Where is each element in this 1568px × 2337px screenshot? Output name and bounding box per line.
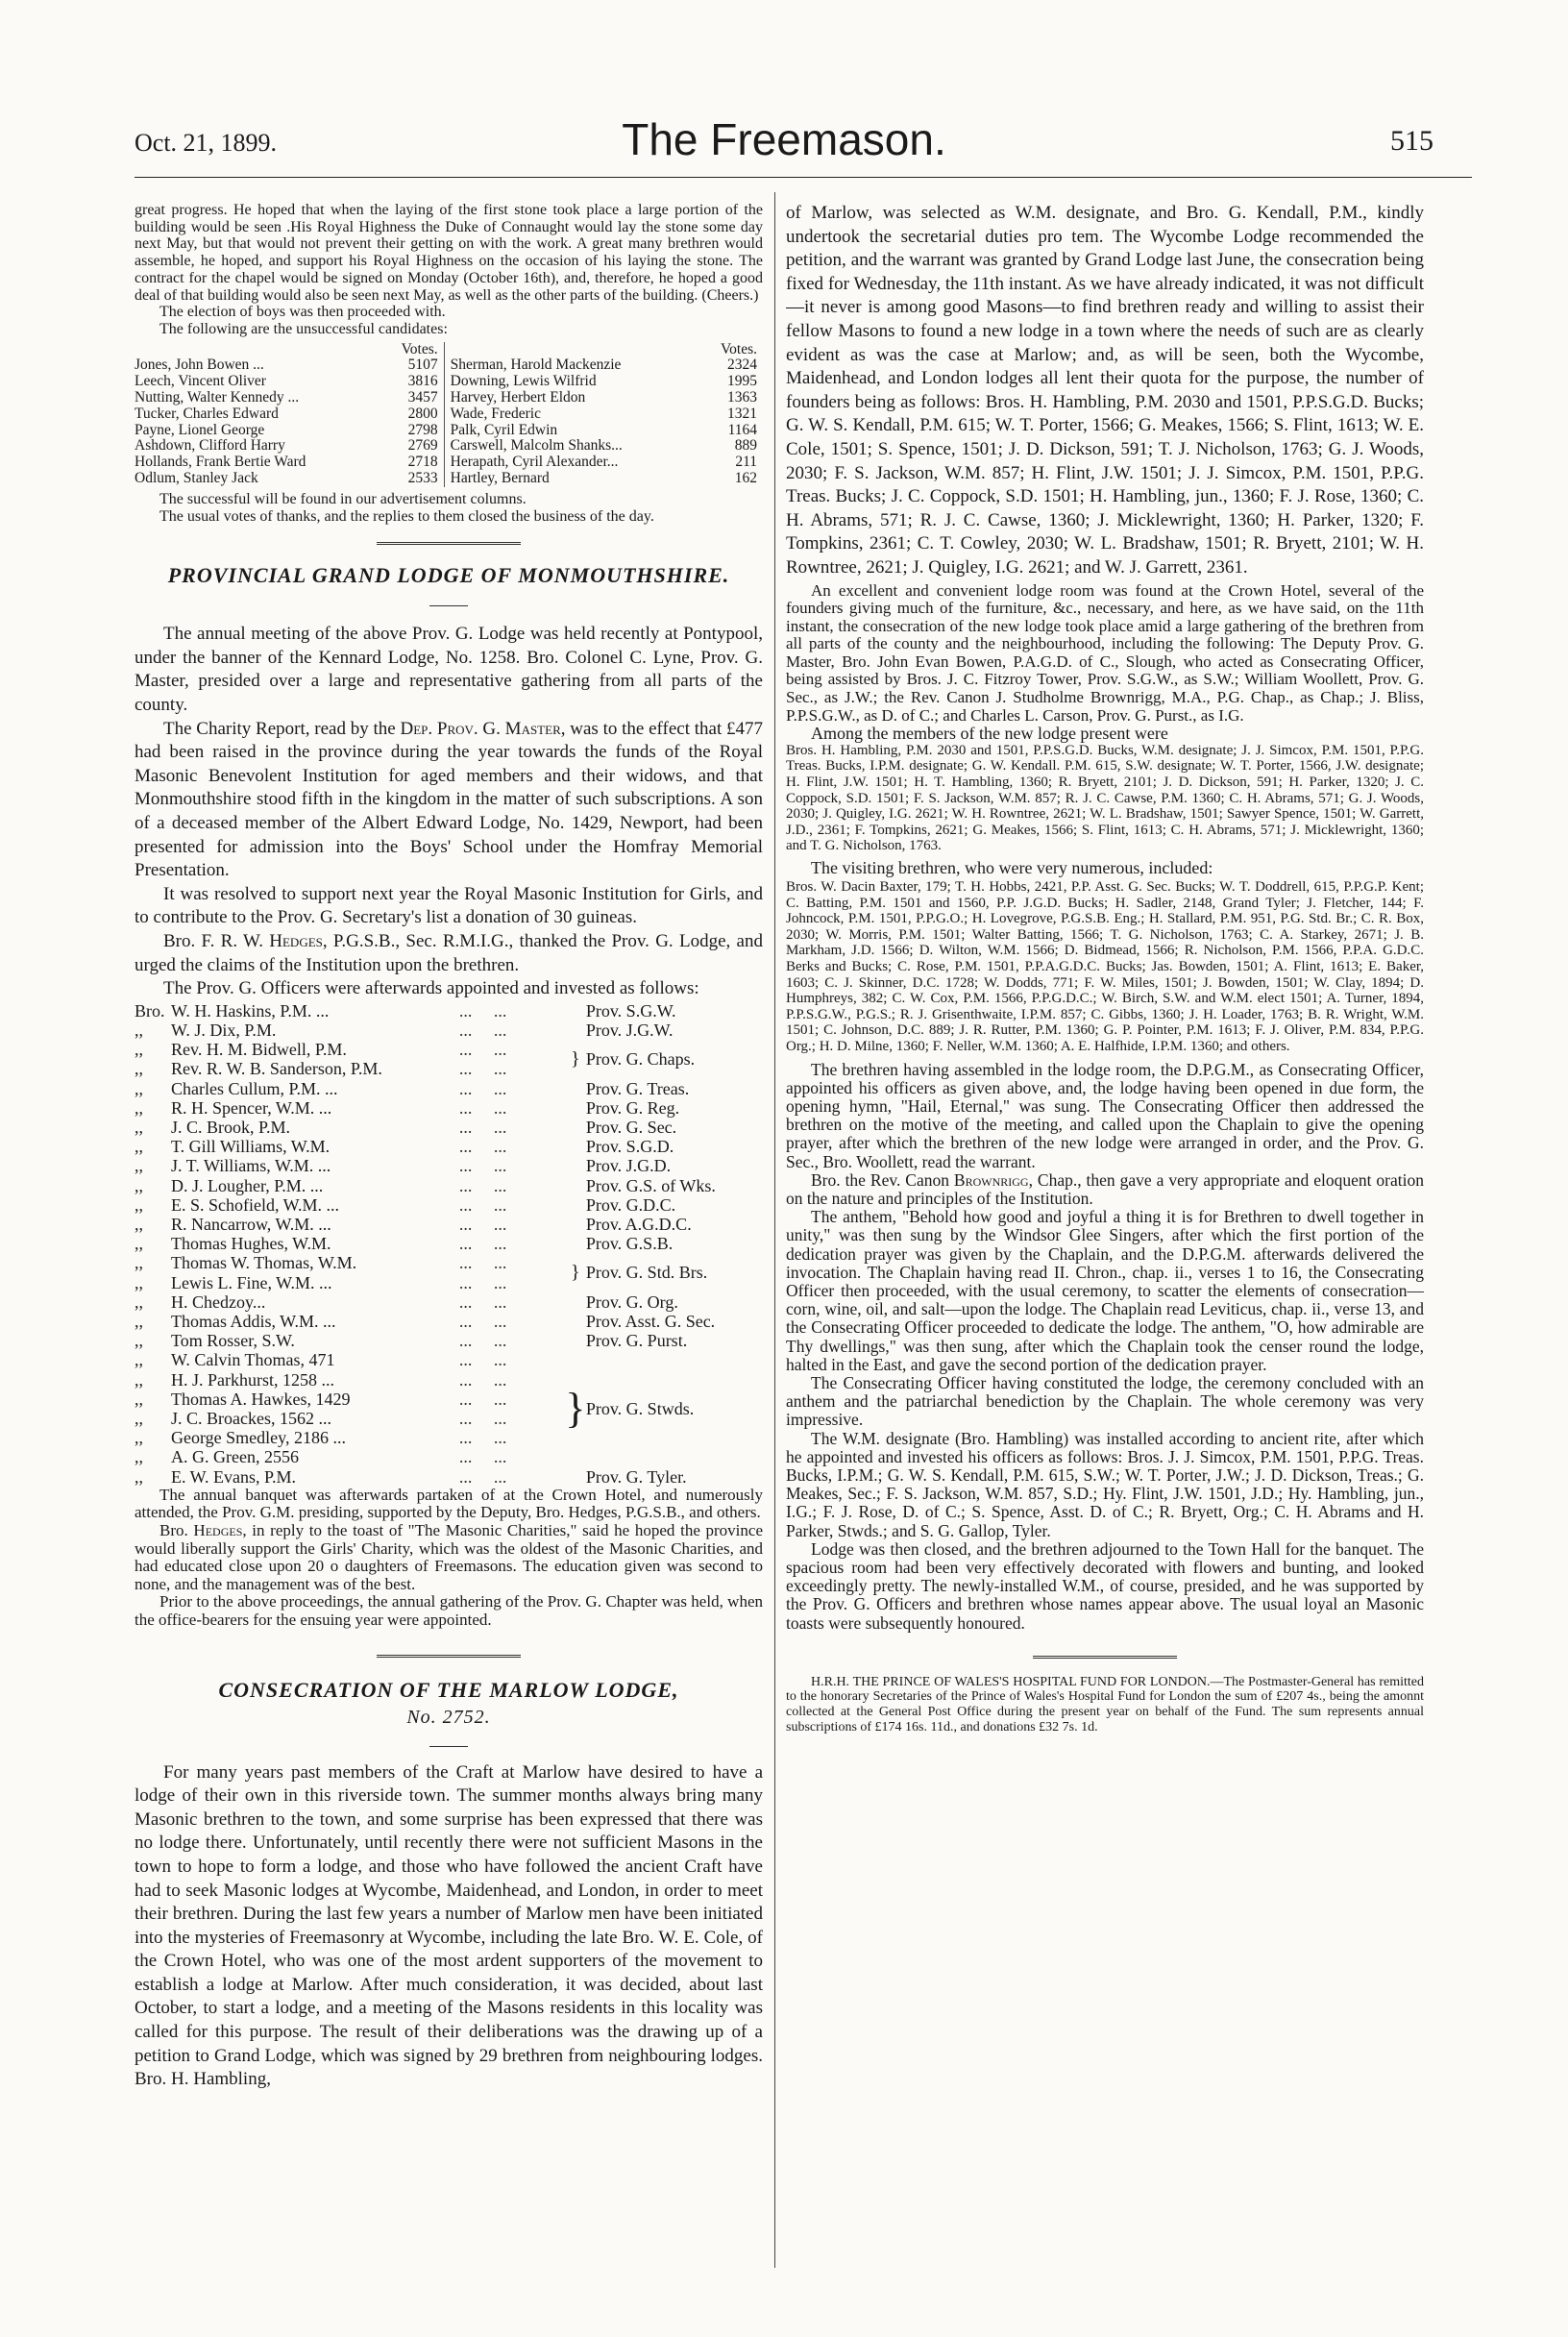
row-prefix: ,, bbox=[135, 1156, 143, 1176]
row-prefix: ,, bbox=[135, 1408, 143, 1428]
officer-office: Prov. A.G.D.C. bbox=[585, 1214, 692, 1234]
article-paragraph: Prior to the above proceedings, the annual gathering of the Prov. G. Chapter was held, when the office-bearers for the ensuing year were appointed. bbox=[135, 1592, 763, 1629]
article-paragraph bbox=[135, 1522, 763, 1593]
table-row bbox=[135, 471, 763, 487]
table-row: ,, E. S. Schofield, W.M. ... ... ... Prov. G.D.C. bbox=[135, 1195, 763, 1215]
row-prefix: ,, bbox=[135, 1428, 143, 1448]
officer-office: Prov. J.G.D. bbox=[585, 1156, 672, 1176]
members-list bbox=[786, 743, 1424, 854]
officer-name: T. Gill Williams, W.M. bbox=[171, 1137, 331, 1157]
table-row bbox=[135, 455, 763, 471]
candidate-name: Jones, John Bowen ... bbox=[135, 357, 264, 374]
table-row: ,, Charles Cullum, P.M. ... ... ... Prov. G. Treas. bbox=[135, 1079, 763, 1098]
officer-name: J. T. Williams, W.M. ... bbox=[171, 1156, 331, 1176]
table-row: ,, Thomas A. Hawkes, 1429 ... ... bbox=[135, 1389, 507, 1409]
table-row: ,, George Smedley, 2186 ... ... ... bbox=[135, 1428, 507, 1448]
issue-date: Oct. 21, 1899. bbox=[135, 129, 278, 157]
article-marlow-continued bbox=[786, 582, 1424, 743]
candidate-votes: 2798 bbox=[407, 421, 438, 438]
candidate-votes: 1321 bbox=[727, 405, 757, 422]
candidate-name: Hollands, Frank Bertie Ward bbox=[135, 454, 306, 471]
candidate-votes: 2533 bbox=[407, 470, 438, 486]
hospital-fund-notice bbox=[786, 1675, 1424, 1734]
officer-name: Thomas Addis, W.M. ... bbox=[171, 1311, 336, 1331]
table-row: ,, R. H. Spencer, W.M. ... ... ... Prov. G. Reg. bbox=[135, 1098, 763, 1118]
masthead-rule bbox=[135, 177, 1472, 178]
visitors-list bbox=[786, 879, 1424, 1055]
article-paragraph: The Consecrating Officer having constituted the lodge, the ceremony concluded with an anthem and the patriarchal benediction by the Chaplain. The whole ceremony was very impressive. bbox=[786, 1372, 1424, 1430]
officer-name: Rev. R. W. B. Sanderson, P.M. bbox=[171, 1059, 382, 1079]
officer-office: Prov. Asst. G. Sec. bbox=[585, 1311, 716, 1331]
table-row: ,, Thomas Addis, W.M. ... ... ... Prov. Asst. G. Sec. bbox=[135, 1312, 763, 1331]
officer-name: E. S. Schofield, W.M. ... bbox=[171, 1194, 340, 1215]
candidate-votes: 1164 bbox=[727, 421, 757, 438]
officer-name: George Smedley, 2186 ... bbox=[171, 1428, 346, 1448]
article-paragraph: The visiting brethren, who were very numerous, included: bbox=[811, 858, 1213, 877]
candidate-votes: 889 bbox=[734, 437, 757, 455]
officer-name: Thomas Hughes, W.M. bbox=[171, 1234, 331, 1254]
candidate-votes: 2324 bbox=[727, 357, 757, 374]
candidate-votes: 1995 bbox=[727, 373, 757, 390]
table-row: ,, J. C. Brook, P.M. ... ... Prov. G. Sec. bbox=[135, 1118, 763, 1137]
row-prefix: ,, bbox=[135, 1466, 143, 1487]
section-separator bbox=[135, 1645, 763, 1662]
officer-office: Prov. G. Reg. bbox=[585, 1097, 680, 1118]
article-paragraph: The W.M. designate (Bro. Hambling) was installed according to ancient rite, after which he appointed and invested his officers as follows: Bros. J. J. Simcox, P.M. 1501, P.P.G. Treas. Bucks, I.P.M.; G. W. S. Kendall, P.M. 615, S.W.; W. T. Porter, J.W.; J. D. Dickson, Treas.; G. Meakes, Sec.; F. S. Jackson, W.M. 857, S.D.; Hy. Flint, J.W. 1501, J.D.; Hy. Hambling, jun., I.G.; F. J. Rose, D. of C.; S. Spence, Asst. D. of C.; R. Bryett, Org.; C. H. Abrams and H. Parker, Stwds.; and S. G. Gallop, Tyler. bbox=[786, 1428, 1424, 1540]
candidate-name: Palk, Cyril Edwin bbox=[444, 423, 701, 439]
article-paragraph bbox=[786, 1171, 1424, 1208]
article-paragraph: Among the members of the new lodge present were bbox=[811, 724, 1168, 744]
article-paragraph: The brethren having assembled in the lodge room, the D.P.G.M., as Consecrating Officer, appointed his officers as given above, and, the lodge having been opened in due form, the opening hymn, "Hail, Eternal," was sung. The Consecrating Officer then addressed the brethren on the motive of the meeting, and called upon the Chaplain to give the opening prayer, after which the brethren of the new lodge were arranged in order, and the Prov. G. Sec., Bro. Woollett, read the warrant. bbox=[786, 1059, 1424, 1171]
officer-name: R. Nancarrow, W.M. ... bbox=[171, 1214, 331, 1234]
intro-section bbox=[135, 202, 763, 338]
officer-name: J. C. Brook, P.M. bbox=[171, 1117, 291, 1137]
article-paragraph: The annual banquet was afterwards partaken of at the Crown Hotel, and numerously attended, the Prov. G.M. presiding, supported by the Deputy, Bro. Hedges, P.G.S.B., and others. bbox=[135, 1485, 763, 1522]
officer-office: Prov. G. Tyler. bbox=[585, 1466, 687, 1487]
table-row: ,, W. Calvin Thomas, 471 ... ... } Prov. G. Stwds. bbox=[135, 1350, 763, 1369]
row-prefix: ,, bbox=[135, 1234, 143, 1254]
officer-office: Prov. G. Sec. bbox=[585, 1117, 677, 1137]
section-separator bbox=[786, 1646, 1424, 1663]
candidate-name: Ashdown, Clifford Harry bbox=[135, 437, 285, 455]
candidate-name: Odlum, Stanley Jack bbox=[135, 470, 258, 486]
article-paragraph: The Prov. G. Officers were afterwards appointed and invested as follows: bbox=[163, 978, 699, 999]
row-prefix: ,, bbox=[135, 1447, 143, 1467]
row-prefix: ,, bbox=[135, 1040, 143, 1060]
table-row: ,, D. J. Lougher, P.M. ... ... ... Prov. G.S. of Wks. bbox=[135, 1176, 763, 1195]
note-paragraph: The successful will be found in our advertisement columns. bbox=[159, 490, 527, 507]
row-prefix: ,, bbox=[135, 1175, 143, 1195]
table-row: ,, Rev. H. M. Bidwell, P.M. ... ... } Prov. G. Chaps. bbox=[135, 1040, 763, 1059]
candidate-name: Wade, Frederic bbox=[444, 406, 701, 423]
table-row: ,, Thomas W. Thomas, W.M. ... ... } Prov. G. Std. Brs. bbox=[135, 1253, 763, 1272]
officer-name: W. J. Dix, P.M. bbox=[171, 1020, 277, 1040]
text-run: Bro. the Rev. Canon bbox=[811, 1169, 954, 1190]
officer-office: Prov. G.S.B. bbox=[585, 1234, 674, 1254]
row-prefix: ,, bbox=[135, 1311, 143, 1331]
article-monmouthshire bbox=[135, 623, 763, 1001]
notice-paragraph: H.R.H. THE PRINCE OF WALES'S HOSPITAL FUND FOR LONDON.—The Postmaster-General has remitted to the honorary Secretaries of the Prince of Wales's Hospital Fund for London the sum of £207 4s., being the amonnt collected at the General Post Office during the present year on behalf of the Fund. The sum represents annual subscriptions of £174 16s. 11d., and donations £32 7s. 1d. bbox=[786, 1674, 1424, 1734]
section-subheading: No. 2752. bbox=[406, 1706, 491, 1728]
officer-name: Charles Cullum, P.M. ... bbox=[171, 1078, 338, 1098]
row-prefix: ,, bbox=[135, 1214, 143, 1234]
candidate-votes: 3457 bbox=[407, 389, 438, 406]
table-row: ,, Tom Rosser, S.W. ... ... Prov. G. Purst. bbox=[135, 1331, 763, 1350]
officer-name: E. W. Evans, P.M. bbox=[171, 1466, 297, 1487]
candidate-name: Sherman, Harold Mackenzie bbox=[444, 357, 701, 374]
officer-name: H. J. Parkhurst, 1258 ... bbox=[171, 1369, 334, 1390]
article-marlow-continued bbox=[786, 858, 1424, 877]
row-prefix: ,, bbox=[135, 1331, 143, 1351]
left-column bbox=[135, 202, 763, 2258]
article-paragraph: The anthem, "Behold how good and joyful a thing it is for Brethren to dwell together in unity," was then sung by the Windsor Glee Singers, after which the first portion of the dedication prayer was given by the Chaplain, and the D.P.G.M. afterwards delivered the invocation. The Chaplain having read II. Chron., chap. ii., verses 1 to 16, the Consecrating Officer then proceeded, with the usual ceremony, to scatter the elements of consecration—corn, wine, oil, and salt—upon the lodge. The Chaplain read Leviticus, chap. ii., verse 13, and the Consecrating Officer proceeded to dedicate the lodge. The anthem, "O, how admirable are Thy dwellings," was then sung, after which the Chaplain took the censer round the lodge, halted in the East, and gave the second portion of the dedication prayer. bbox=[786, 1207, 1424, 1374]
officer-office: Prov. G. Org. bbox=[585, 1292, 678, 1312]
candidate-name: Leech, Vincent Oliver bbox=[135, 373, 266, 390]
table-row: ,, H. J. Parkhurst, 1258 ... ... ... bbox=[135, 1369, 507, 1390]
candidate-votes: 3816 bbox=[407, 373, 438, 390]
article-paragraph: of Marlow, was selected as W.M. designate, and Bro. G. Kendall, P.M., kindly undertook the secretarial duties pro tem. The Wycombe Lodge recommended the petition, and the warrant was granted by Grand Lodge last June, the consecration being fixed for Wednesday, the 11th instant. As we have already indicated, it was not difficult—it never is among good Masons—to find brethren ready and willing to assist their fellow Masons to found a new lodge in a town where the needs of such are as clearly evident as was the case at Marlow; and, as will be seen, both the Wycombe, Maidenhead, and London lodges all lent their quota for the purpose, the number of founders being as follows: Bros. H. Hambling, P.M. 2030 and 1501, P.P.S.G.D. Bucks; G. W. S. Kendall, P.M. 615; W. T. Porter, 1566; G. Meakes, 1566; S. Flint, 1613; W. E. Cole, 1501; S. Spence, 1501; J. D. Dickson, 591; T. J. Nicholson, 1763; G. J. Woods, 2030; F. S. Jackson, W.M. 857; H. Flint, J.W. 1501; J. J. Simcox, P.M. 1501, P.P.G. Treas. Bucks; J. C. Coppock, S.D. 1501; H. Hambling, jun., 1360; F. J. Rose, 1360; C. H. Abrams, 571; R. J. C. Cawse, 1360; J. Micklewright, 1360; H. Parker, 1320; F. Tompkins, 2361; C. T. Cowley, 2030; W. L. Bradshaw, 1501; R. Bryett, 2101; W. H. Rowntree, 2621; J. Quigley, I.G. 2621; and W. J. Garrett, 2361. bbox=[786, 203, 1424, 578]
officer-office: Prov. G.D.C. bbox=[585, 1194, 676, 1215]
row-prefix: ,, bbox=[135, 1292, 143, 1312]
officer-office: Prov. S.G.D. bbox=[585, 1137, 674, 1157]
heading-rule bbox=[135, 1734, 763, 1752]
candidate-name: Hartley, Bernard bbox=[444, 471, 701, 487]
section-heading: CONSECRATION OF THE MARLOW LODGE, bbox=[218, 1677, 679, 1702]
row-prefix: ,, bbox=[135, 1350, 143, 1370]
row-prefix: ,, bbox=[135, 1097, 143, 1118]
officer-office: Prov. J.G.W. bbox=[585, 1020, 674, 1040]
row-prefix: ,, bbox=[135, 1253, 143, 1273]
table-row: ,, W. J. Dix, P.M. ... ... Prov. J.G.W. bbox=[135, 1021, 763, 1040]
article-marlow-continued bbox=[786, 1061, 1424, 1633]
row-prefix: ,, bbox=[135, 1272, 143, 1292]
candidate-votes: 1363 bbox=[727, 389, 757, 406]
row-prefix: ,, bbox=[135, 1194, 143, 1215]
text-run: The Charity Report, read by the bbox=[163, 718, 401, 739]
article-paragraph bbox=[135, 718, 763, 883]
officer-office: Prov. G. Treas. bbox=[585, 1078, 690, 1098]
table-row: ,, R. Nancarrow, W.M. ... ... ... Prov. A.G.D.C. bbox=[135, 1215, 763, 1234]
table-row: ,, T. Gill Williams, W.M. ... ... Prov. S.G.D. bbox=[135, 1137, 763, 1156]
row-prefix: ,, bbox=[135, 1059, 143, 1079]
note-paragraph: The usual votes of thanks, and the replies to them closed the business of the day. bbox=[159, 507, 654, 525]
text-run: , Chap., then gave a very appropriate and eloquent oration on the nature and principles of the Institution. bbox=[786, 1169, 1424, 1208]
candidate-name: Payne, Lionel George bbox=[135, 421, 265, 438]
text-run: Hedges bbox=[269, 930, 323, 951]
officer-name: Thomas A. Hawkes, 1429 bbox=[171, 1389, 351, 1409]
article-paragraph: Bros. H. Hambling, P.M. 2030 and 1501, P.P.S.G.D. Bucks, W.M. designate; J. J. Simcox, P.M. 1501, P.P.G. Treas. Bucks, I.P.M. designate; G. W. Kendall. P.M. 615, S.W. designate; W. T. Porter, 1566, J.W. designate; H. Flint, J.W. 1501; H. T. Hambling, 1360; R. Bryett, 2101; J. D. Dickson, 591; H. Parker, 1320; J. C. Coppock, S.D. 1501; F. S. Jackson, W.M. 857; R. J. C. Cawse, P.M. 1360; C. H. Abrams, 571; G. J. Woods, 2030; J. Quigley, I.G. 2621; W. H. Rowntree, 2621; W. L. Bradshaw, 1501; Sawyer Spence, 1501; W. Garrett, J.D., 2361; F. Tompkins, 2621; G. Meakes, 1566; S. Flint, 1613; C. H. Abrams, 571; J. Micklewright, 1360; and T. G. Nicholson, 1763. bbox=[786, 742, 1424, 854]
officer-office: Prov. G. Chaps. bbox=[585, 1049, 696, 1070]
row-prefix: ,, bbox=[135, 1389, 143, 1409]
candidate-votes: 2800 bbox=[407, 405, 438, 422]
officer-office: Prov. G.S. of Wks. bbox=[585, 1175, 716, 1195]
banquet-section bbox=[135, 1487, 763, 1630]
article-paragraph: An excellent and convenient lodge room was found at the Crown Hotel, several of the founders giving much of the furniture, &c., necessary, and here, as we have said, on the 11th instant, the consecration of the new lodge took place amid a large gathering of the brethren from all parts of the county and the neighbourhood, including the following: The Deputy Prov. G. Master, Bro. John Evan Bowen, P.A.G.D. of C., Slough, who acted as Consecrating Officer, being assisted by Bros. J. C. Fitzroy Tower, Prov. S.G.W., as S.W.; William Woollett, Prov. G. Sec., as J.W.; the Rev. Canon J. Studholme Brownrigg, M.A., P.G. Chap., as Chap.; J. Bliss, P.P.S.G.W., as D. of C.; and Charles L. Carson, Prov. G. Purst., as I.G. bbox=[786, 580, 1424, 725]
page-number: 515 bbox=[1390, 125, 1433, 157]
candidate-name: Herapath, Cyril Alexander... bbox=[444, 455, 701, 471]
table-row bbox=[135, 390, 763, 406]
officer-name: Tom Rosser, S.W. bbox=[171, 1331, 295, 1351]
votes-notes bbox=[135, 491, 763, 525]
candidate-votes: 2718 bbox=[407, 454, 438, 471]
text-run: Dep. Prov. G. Master bbox=[400, 718, 561, 739]
table-row bbox=[135, 423, 763, 439]
table-row: Bro. W. H. Haskins, P.M. ... ... ... Prov. S.G.W. bbox=[135, 1001, 763, 1021]
officer-name: H. Chedzoy... bbox=[171, 1292, 266, 1312]
table-row bbox=[135, 406, 763, 423]
article-paragraph: For many years past members of the Craft at Marlow have desired to have a lodge of their own in this riverside town. The summer months always bring many Masonic brethren to the town, and some surprise has been expressed that there was no lodge there. Unfortunately, until recently there were not sufficient Masons in the town to hope to form a lodge, and those who have followed the ancient Craft have had to seek Masonic lodges at Wycombe, Maidenhead, and London, in order to meet their brethren. During the last few years a number of Marlow men have been initiated into the mysteries of Freemasonry at Wycombe, including the late Bro. W. E. Cole, of the Crown Hotel, who was one of the most ardent supporters of the movement to establish a lodge at Marlow. After much consideration, it was decided, about last October, to start a lodge, and a meeting of the Masons residents in this locality was called for this purpose. The result of their deliberations was the drawing up of a petition to Grand Lodge, which was signed by 29 brethren from neighbouring lodges. Bro. H. Hambling, bbox=[135, 1761, 763, 2090]
row-prefix: Bro. bbox=[135, 1000, 165, 1021]
right-column bbox=[786, 202, 1424, 2258]
row-prefix: ,, bbox=[135, 1078, 143, 1098]
table-row: ,, H. Chedzoy... ... ... Prov. G. Org. bbox=[135, 1292, 763, 1312]
candidate-votes: 211 bbox=[735, 454, 757, 471]
row-prefix: ,, bbox=[135, 1369, 143, 1390]
candidate-name: Carswell, Malcolm Shanks... bbox=[444, 438, 701, 455]
table-row: ,, A. G. Green, 2556 ... ... bbox=[135, 1447, 507, 1467]
officer-name: J. C. Broackes, 1562 ... bbox=[171, 1408, 331, 1428]
text-run: Brownrigg bbox=[953, 1169, 1029, 1190]
article-marlow-start bbox=[135, 1761, 763, 2092]
text-run: Hedges bbox=[193, 1520, 243, 1539]
row-prefix: ,, bbox=[135, 1117, 143, 1137]
article-marlow-continued bbox=[786, 202, 1424, 580]
text-run: Bro. F. R. W. bbox=[163, 930, 270, 951]
article-paragraph: It was resolved to support next year the Royal Masonic Institution for Girls, and to contribute to the Prov. G. Secretary's list a donation of 30 guineas. bbox=[135, 883, 763, 928]
table-row bbox=[135, 374, 763, 390]
candidate-name: Downing, Lewis Wilfrid bbox=[444, 374, 701, 390]
table-row: ,, Rev. R. W. B. Sanderson, P.M. ... ... bbox=[135, 1059, 507, 1079]
article-paragraph: The annual meeting of the above Prov. G. Lodge was held recently at Pontypool, under the banner of the Kennard Lodge, No. 1258. Bro. Colonel C. Lyne, Prov. G. Master, presided over a large and representative gathering from all parts of the county. bbox=[135, 624, 763, 715]
intro-paragraph: The following are the unsuccessful candidates: bbox=[159, 320, 448, 337]
article-paragraph: Lodge was then closed, and the brethren adjourned to the Town Hall for the banquet. The spacious room had been very effectively decorated with flowers and bunting, and looked exceedingly pretty. The newly-installed W.M., of course, presided, and he was supported by the Prov. G. Officers and brethren whose names appear above. The usual loyal an Masonic toasts were subsequently honoured. bbox=[786, 1538, 1424, 1633]
table-row: ,, Lewis L. Fine, W.M. ... ... ... bbox=[135, 1272, 507, 1292]
heading-rule bbox=[135, 594, 763, 611]
votes-header: Votes. bbox=[401, 340, 438, 357]
officer-office: Prov. G. Std. Brs. bbox=[585, 1263, 708, 1283]
intro-paragraph: The election of boys was then proceeded with. bbox=[159, 304, 446, 321]
candidate-votes: 162 bbox=[734, 470, 757, 486]
candidate-name: Nutting, Walter Kennedy ... bbox=[135, 389, 300, 406]
newspaper-title: The Freemason. bbox=[622, 114, 946, 164]
section-separator bbox=[135, 532, 763, 550]
intro-paragraph: great progress. He hoped that when the laying of the first stone took place a large portion of the building would be seen .His Royal Highness the Duke of Connaught would lay the stone some day next May, but that would not prevent their getting on with the work. A great many brethren would assemble, he hoped, and support his Royal Highness on the occasion of his laying the stone. The contract for the chapel would be signed on Monday (October 16th), and, therefore, he hoped a good deal of that building would also be seen next May, as well as the other parts of the building. (Cheers.) bbox=[135, 202, 763, 304]
votes-table bbox=[135, 342, 763, 487]
candidate-votes: 2769 bbox=[407, 437, 438, 455]
officer-name: Rev. H. M. Bidwell, P.M. bbox=[171, 1040, 347, 1060]
table-row bbox=[135, 357, 763, 374]
officer-name: Lewis L. Fine, W.M. ... bbox=[171, 1272, 332, 1292]
article-paragraph: Bros. W. Dacin Baxter, 179; T. H. Hobbs, 2421, P.P. Asst. G. Sec. Bucks; W. T. Doddrell, 615, P.P.G.P. Kent; C. Batting, P.M. 1501 and 1560, P.P. J.G.D. Bucks; H. Sadler, 2148, Grand Tyler; J. Fletcher, 144; F. Johncock, P.M. 1501, P.P.G.O.; H. Lovegrove, P.G.S.B. Eng.; H. Stallard, P.M. 951, P.G. Std. Br.; C. R. Box, 2030; W. Morris, P.M. 1501; Walter Batting, 1566; T. G. Nicholson, 1763; C. A. Starkey, 2671; J. B. Markham, J.D. 1566; D. Wilton, W.M. 1566; D. Bidmead, 1566; R. Nicholson, P.M. 1566, P.P.A. G.D.C. Berks and Bucks; C. Rose, P.M. 1501, P.P.A.G.D.C. Bucks; Jas. Bowden, 1501; A. Flint, 1613; E. Baker, 1603; C. J. Skinner, D.C. 1728; W. Dodds, 771; F. W. Miles, 1501; J. Bowden, 1501; W. Clay, 1894; D. Humphreys, 382; C. W. Cox, P.M. 1566, P.P.G.D.C.; W. Birch, S.W. and W.M. elect 1501; A. Turner, 1894, P.P.S.G.W., P.G.S.; R. J. Grisenthwaite, I.P.M. 857; C. Gibbs, 1360; J. H. Loader, 1763; B. R. Wright, W.M. 1501; C. Johnson, D.C. 889; J. R. Rutter, P.M. 1360; G. P. Pointer, P.M. 1613; F. J. Oliver, P.M. 834, P.P.G. Org.; H. D. Milne, 1360; F. Neller, W.M. 1360; A. E. Halfhide, I.P.M. 1360; and others. bbox=[786, 879, 1424, 1054]
table-row: ,, J. T. Williams, W.M. ... ... ... Prov. J.G.D. bbox=[135, 1156, 763, 1175]
officer-name: W. Calvin Thomas, 471 bbox=[171, 1350, 335, 1370]
officers-table bbox=[135, 1001, 763, 1487]
table-row: ,, Thomas Hughes, W.M. ... ... Prov. G.S.B. bbox=[135, 1234, 763, 1253]
column-divider bbox=[774, 192, 775, 2268]
candidate-votes: 5107 bbox=[407, 357, 438, 374]
text-run: Bro. bbox=[159, 1520, 194, 1539]
text-run: , P.G.S.B., Sec. R.M.I.G., thanked the Prov. G. Lodge, and urged the claims of the Institution upon the brethren. bbox=[135, 930, 763, 975]
table-row: ,, E. W. Evans, P.M. ... ... Prov. G. Tyler. bbox=[135, 1467, 763, 1487]
text-run: , in reply to the toast of "The Masonic Charities," said he hoped the province would liberally support the Girls' Charity, which was the oldest of the Masonic Charities, and had educated close upon 20 o daughters of Freemasons. The education given was second to none, and the management was of the best. bbox=[135, 1520, 763, 1593]
masthead bbox=[0, 113, 1568, 171]
votes-header: Votes. bbox=[720, 340, 757, 357]
candidate-name: Tucker, Charles Edward bbox=[135, 405, 279, 422]
officer-name: Thomas W. Thomas, W.M. bbox=[171, 1253, 357, 1273]
row-prefix: ,, bbox=[135, 1137, 143, 1157]
officer-name: A. G. Green, 2556 bbox=[171, 1447, 299, 1467]
table-row bbox=[135, 438, 763, 455]
officer-office: Prov. S.G.W. bbox=[585, 1000, 676, 1021]
text-run: , was to the effect that £477 had been raised in the province during the year towards the funds of the Royal Masonic Benevolent Institution for aged members and their widows, and that Monmouthshire stood fifth in the kingdom in the matter of such subscriptions. A son of a deceased member of the Albert Edward Lodge, No. 1429, Newport, had been presented for admission into the Boys' School under the Homfray Memorial Presentation. bbox=[135, 718, 763, 881]
row-prefix: ,, bbox=[135, 1020, 143, 1040]
officer-office: Prov. G. Purst. bbox=[585, 1331, 688, 1351]
article-paragraph bbox=[135, 930, 763, 977]
table-row: ,, J. C. Broackes, 1562 ... ... ... bbox=[135, 1408, 507, 1428]
candidate-name: Harvey, Herbert Eldon bbox=[444, 390, 701, 406]
officer-name: W. H. Haskins, P.M. ... bbox=[171, 1000, 330, 1021]
officer-office: Prov. G. Stwds. bbox=[585, 1398, 695, 1418]
section-heading: PROVINCIAL GRAND LODGE OF MONMOUTHSHIRE. bbox=[167, 563, 730, 588]
officer-name: D. J. Lougher, P.M. ... bbox=[171, 1175, 324, 1195]
officer-name: R. H. Spencer, W.M. ... bbox=[171, 1097, 332, 1118]
